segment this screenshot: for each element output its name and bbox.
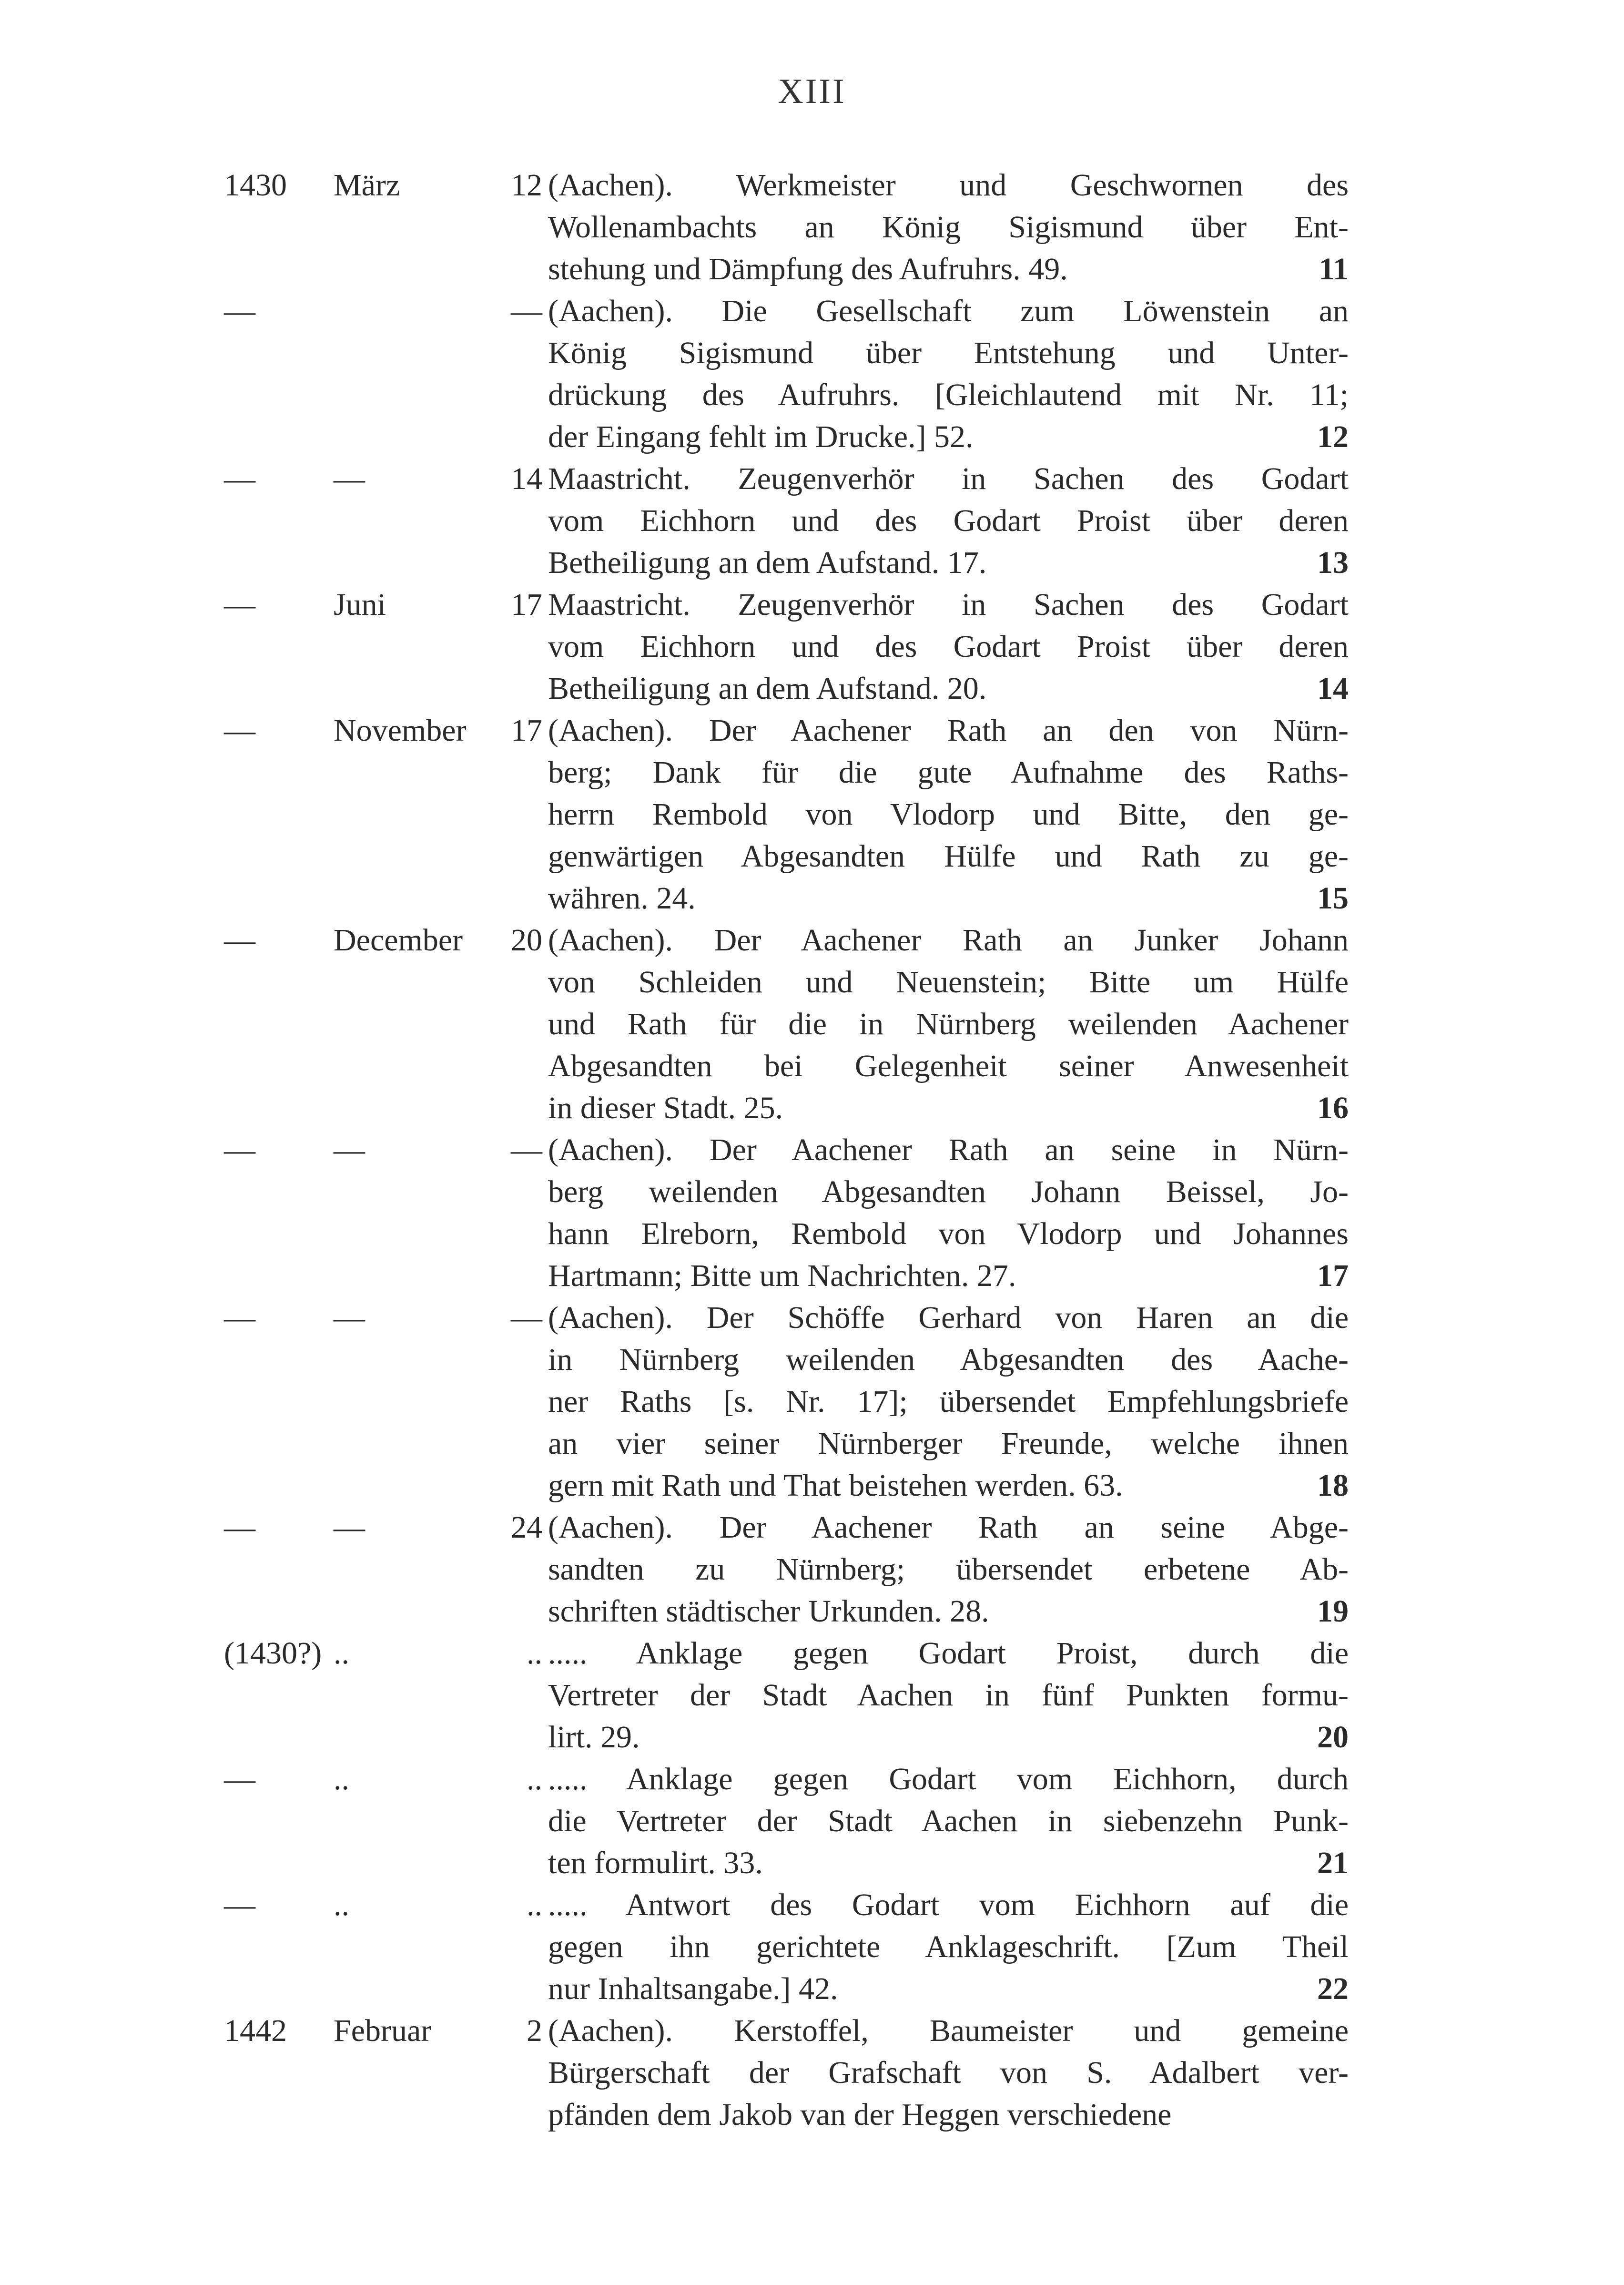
summary-text: und Rath für die in Nürnberg weilenden Aachener: [548, 1007, 1349, 1041]
entry-number: 16: [1317, 1091, 1349, 1125]
summary-text: (Aachen). Die Gesellschaft zum Löwenstein an: [548, 294, 1349, 328]
summary-text: ..... Anklage gegen Godart vom Eichhorn, durch: [548, 1762, 1349, 1796]
summary-line: [548, 1507, 1349, 1549]
entry-number: 15: [1317, 881, 1349, 916]
summary-line: [548, 1381, 1349, 1423]
summary-line: [548, 1003, 1349, 1045]
summary-text: ..... Anklage gegen Godart Proist, durch die: [548, 1636, 1349, 1671]
summary-text: lirt. 29.: [548, 1720, 640, 1755]
summary-line: [548, 1297, 1349, 1339]
regest-entry: [224, 584, 1349, 710]
entry-day: 12: [511, 168, 542, 203]
summary-text: Wollenambachts an König Sigismund über Ent-: [548, 210, 1349, 245]
summary-line: [548, 1968, 1349, 2010]
entry-year: 1442: [224, 2013, 287, 2048]
summary-line: [548, 584, 1349, 626]
entry-day: —: [511, 1132, 542, 1167]
entry-date: [224, 1884, 548, 1926]
summary-text: von Schleiden und Neuenstein; Bitte um Hülfe: [548, 965, 1349, 1000]
entry-summary: [548, 1129, 1349, 1297]
summary-text: (Aachen). Der Schöffe Gerhard von Haren an die: [548, 1300, 1349, 1335]
summary-line: [548, 1632, 1349, 1674]
entry-number: 21: [1317, 1846, 1349, 1880]
summary-text: Bürgerschaft der Grafschaft von S. Adalbert ver-: [548, 2055, 1349, 2090]
regest-entry: [224, 1884, 1349, 2010]
regest-entry: [224, 710, 1349, 919]
entry-year: —: [224, 294, 255, 328]
entry-day: 24: [511, 1510, 542, 1545]
entry-number: 22: [1317, 1971, 1349, 2006]
entry-month: —: [334, 1510, 365, 1545]
summary-line: [548, 1339, 1349, 1381]
summary-line: [548, 1591, 1349, 1632]
summary-line: [548, 752, 1349, 794]
entry-summary: [548, 1884, 1349, 2010]
entry-day: ..: [527, 1762, 542, 1796]
summary-text: (Aachen). Der Aachener Rath an den von Nürn-: [548, 713, 1349, 748]
summary-line: [548, 1129, 1349, 1171]
entry-date: [224, 1507, 548, 1549]
summary-text: (Aachen). Der Aachener Rath an Junker Johann: [548, 923, 1349, 958]
entry-date: [224, 584, 548, 626]
summary-line: [548, 1087, 1349, 1129]
regest-entry: [224, 2010, 1349, 2136]
entry-day: —: [511, 294, 542, 328]
entry-day: 17: [511, 587, 542, 622]
entry-year: —: [224, 461, 255, 496]
entry-day: ..: [527, 1887, 542, 1922]
summary-text: Maastricht. Zeugenverhör in Sachen des Godart: [548, 461, 1349, 496]
entry-summary: [548, 164, 1349, 290]
regesta-list: [224, 164, 1349, 2136]
summary-text: stehung und Dämpfung des Aufruhrs. 49.: [548, 252, 1068, 286]
summary-line: [548, 416, 1349, 458]
page-number: XIII: [778, 72, 846, 111]
summary-line: [548, 1884, 1349, 1926]
entry-month: December: [334, 923, 463, 958]
summary-text: vom Eichhorn und des Godart Proist über deren: [548, 629, 1349, 664]
summary-line: [548, 542, 1349, 584]
entry-date: [224, 1129, 548, 1171]
summary-text: an vier seiner Nürnberger Freunde, welche ihnen: [548, 1426, 1349, 1461]
regest-entry: [224, 1507, 1349, 1632]
summary-text: vom Eichhorn und des Godart Proist über deren: [548, 503, 1349, 538]
entry-month: —: [334, 1132, 365, 1167]
entry-day: 2: [527, 2013, 542, 2048]
summary-line: [548, 1549, 1349, 1591]
entry-month: —: [334, 461, 365, 496]
summary-text: währen. 24.: [548, 881, 696, 916]
entry-month: Februar: [334, 2013, 432, 2048]
entry-day: 14: [511, 461, 542, 496]
entry-month: März: [334, 168, 400, 203]
entry-date: [224, 290, 548, 332]
summary-text: herrn Rembold von Vlodorp und Bitte, den ge-: [548, 797, 1349, 832]
summary-line: [548, 2094, 1349, 2136]
summary-text: berg weilenden Abgesandten Johann Beissel, Jo-: [548, 1174, 1349, 1209]
entry-number: 13: [1317, 545, 1349, 580]
summary-text: pfänden dem Jakob van der Heggen verschiedene: [548, 2097, 1172, 2132]
summary-line: [548, 2052, 1349, 2094]
entry-number: 11: [1319, 252, 1349, 286]
entry-summary: [548, 1758, 1349, 1884]
entry-month: —: [334, 1300, 365, 1335]
summary-text: der Eingang fehlt im Drucke.] 52.: [548, 419, 974, 454]
summary-line: [548, 458, 1349, 500]
regest-entry: [224, 1129, 1349, 1297]
entry-summary: [548, 919, 1349, 1129]
summary-text: in Nürnberg weilenden Abgesandten des Aache-: [548, 1342, 1349, 1377]
summary-text: schriften städtischer Urkunden. 28.: [548, 1594, 989, 1629]
entry-day: —: [511, 1300, 542, 1335]
summary-line: [548, 961, 1349, 1003]
entry-year: —: [224, 923, 255, 958]
entry-number: 12: [1317, 419, 1349, 454]
entry-day: ..: [527, 1636, 542, 1671]
entry-date: [224, 164, 548, 206]
entry-number: 14: [1317, 671, 1349, 706]
entry-month: ..: [334, 1762, 349, 1796]
summary-line: [548, 500, 1349, 542]
regest-entry: [224, 919, 1349, 1129]
summary-text: sandten zu Nürnberg; übersendet erbetene Ab-: [548, 1552, 1349, 1587]
entry-number: 19: [1317, 1594, 1349, 1629]
summary-line: [548, 794, 1349, 836]
summary-line: [548, 248, 1349, 290]
entry-year: —: [224, 713, 255, 748]
summary-line: [548, 1674, 1349, 1716]
summary-text: (Aachen). Werkmeister und Geschwornen des: [548, 168, 1349, 203]
entry-date: [224, 458, 548, 500]
summary-line: [548, 710, 1349, 752]
entry-year: —: [224, 1887, 255, 1922]
entry-month: ..: [334, 1887, 349, 1922]
summary-text: Abgesandten bei Gelegenheit seiner Anwesenheit: [548, 1049, 1349, 1083]
regest-entry: [224, 458, 1349, 584]
entry-summary: [548, 584, 1349, 710]
summary-text: ..... Antwort des Godart vom Eichhorn auf die: [548, 1887, 1349, 1922]
entry-date: [224, 919, 548, 961]
entry-year: —: [224, 1510, 255, 1545]
summary-line: [548, 1758, 1349, 1800]
summary-text: König Sigismund über Entstehung und Unter-: [548, 336, 1349, 370]
summary-text: Betheiligung an dem Aufstand. 17.: [548, 545, 987, 580]
entry-date: [224, 1758, 548, 1800]
regest-entry: [224, 1632, 1349, 1758]
summary-text: Vertreter der Stadt Aachen in fünf Punkten formu-: [548, 1678, 1349, 1713]
entry-summary: [548, 2010, 1349, 2136]
regest-entry: [224, 164, 1349, 290]
summary-text: genwärtigen Abgesandten Hülfe und Rath zu ge-: [548, 839, 1349, 874]
regest-entry: [224, 1297, 1349, 1507]
summary-text: gegen ihn gerichtete Anklageschrift. [Zum Theil: [548, 1929, 1349, 1964]
summary-line: [548, 1171, 1349, 1213]
summary-line: [548, 206, 1349, 248]
summary-line: [548, 1716, 1349, 1758]
summary-text: Betheiligung an dem Aufstand. 20.: [548, 671, 987, 706]
summary-line: [548, 1842, 1349, 1884]
summary-text: hann Elreborn, Rembold von Vlodorp und Johannes: [548, 1216, 1349, 1251]
summary-text: Maastricht. Zeugenverhör in Sachen des Godart: [548, 587, 1349, 622]
summary-line: [548, 626, 1349, 668]
summary-text: Hartmann; Bitte um Nachrichten. 27.: [548, 1258, 1016, 1293]
entry-month: Juni: [334, 587, 386, 622]
regest-entry: [224, 1758, 1349, 1884]
summary-line: [548, 332, 1349, 374]
entry-month: ..: [334, 1636, 349, 1671]
summary-text: ten formulirt. 33.: [548, 1846, 763, 1880]
entry-date: [224, 1632, 548, 1674]
entry-summary: [548, 1297, 1349, 1507]
summary-text: drückung des Aufruhrs. [Gleichlautend mit Nr. 11;: [548, 377, 1349, 412]
entry-number: 18: [1317, 1468, 1349, 1503]
summary-text: (Aachen). Kerstoffel, Baumeister und gemeine: [548, 2013, 1349, 2048]
summary-line: [548, 290, 1349, 332]
entry-summary: [548, 1632, 1349, 1758]
entry-date: [224, 1297, 548, 1339]
summary-line: [548, 1255, 1349, 1297]
entry-date: [224, 710, 548, 752]
summary-line: [548, 374, 1349, 416]
entry-year: (1430?): [224, 1636, 322, 1671]
summary-text: nur Inhaltsangabe.] 42.: [548, 1971, 838, 2006]
summary-text: berg; Dank für die gute Aufnahme des Raths-: [548, 755, 1349, 790]
entry-day: 17: [511, 713, 542, 748]
summary-line: [548, 1926, 1349, 1968]
entry-year: —: [224, 1132, 255, 1167]
entry-summary: [548, 710, 1349, 919]
entry-year: —: [224, 587, 255, 622]
entry-year: —: [224, 1762, 255, 1796]
entry-number: 20: [1317, 1720, 1349, 1755]
summary-text: (Aachen). Der Aachener Rath an seine in Nürn-: [548, 1132, 1349, 1167]
summary-line: [548, 877, 1349, 919]
summary-text: in dieser Stadt. 25.: [548, 1091, 783, 1125]
entry-summary: [548, 1507, 1349, 1632]
regest-entry: [224, 290, 1349, 458]
summary-text: die Vertreter der Stadt Aachen in siebenzehn Punk-: [548, 1804, 1349, 1838]
summary-text: (Aachen). Der Aachener Rath an seine Abge-: [548, 1510, 1349, 1545]
summary-line: [548, 1423, 1349, 1465]
summary-line: [548, 1045, 1349, 1087]
summary-text: gern mit Rath und That beistehen werden. 63.: [548, 1468, 1123, 1503]
entry-number: 17: [1317, 1258, 1349, 1293]
summary-line: [548, 2010, 1349, 2052]
summary-text: ner Raths [s. Nr. 17]; übersendet Empfehlungsbriefe: [548, 1384, 1349, 1419]
summary-line: [548, 1800, 1349, 1842]
summary-line: [548, 836, 1349, 877]
summary-line: [548, 919, 1349, 961]
entry-day: 20: [511, 923, 542, 958]
summary-line: [548, 1465, 1349, 1507]
summary-line: [548, 668, 1349, 710]
entry-year: 1430: [224, 168, 287, 203]
entry-summary: [548, 290, 1349, 458]
entry-year: —: [224, 1300, 255, 1335]
summary-line: [548, 164, 1349, 206]
entry-date: [224, 2010, 548, 2052]
summary-line: [548, 1213, 1349, 1255]
entry-month: November: [334, 713, 467, 748]
entry-summary: [548, 458, 1349, 584]
